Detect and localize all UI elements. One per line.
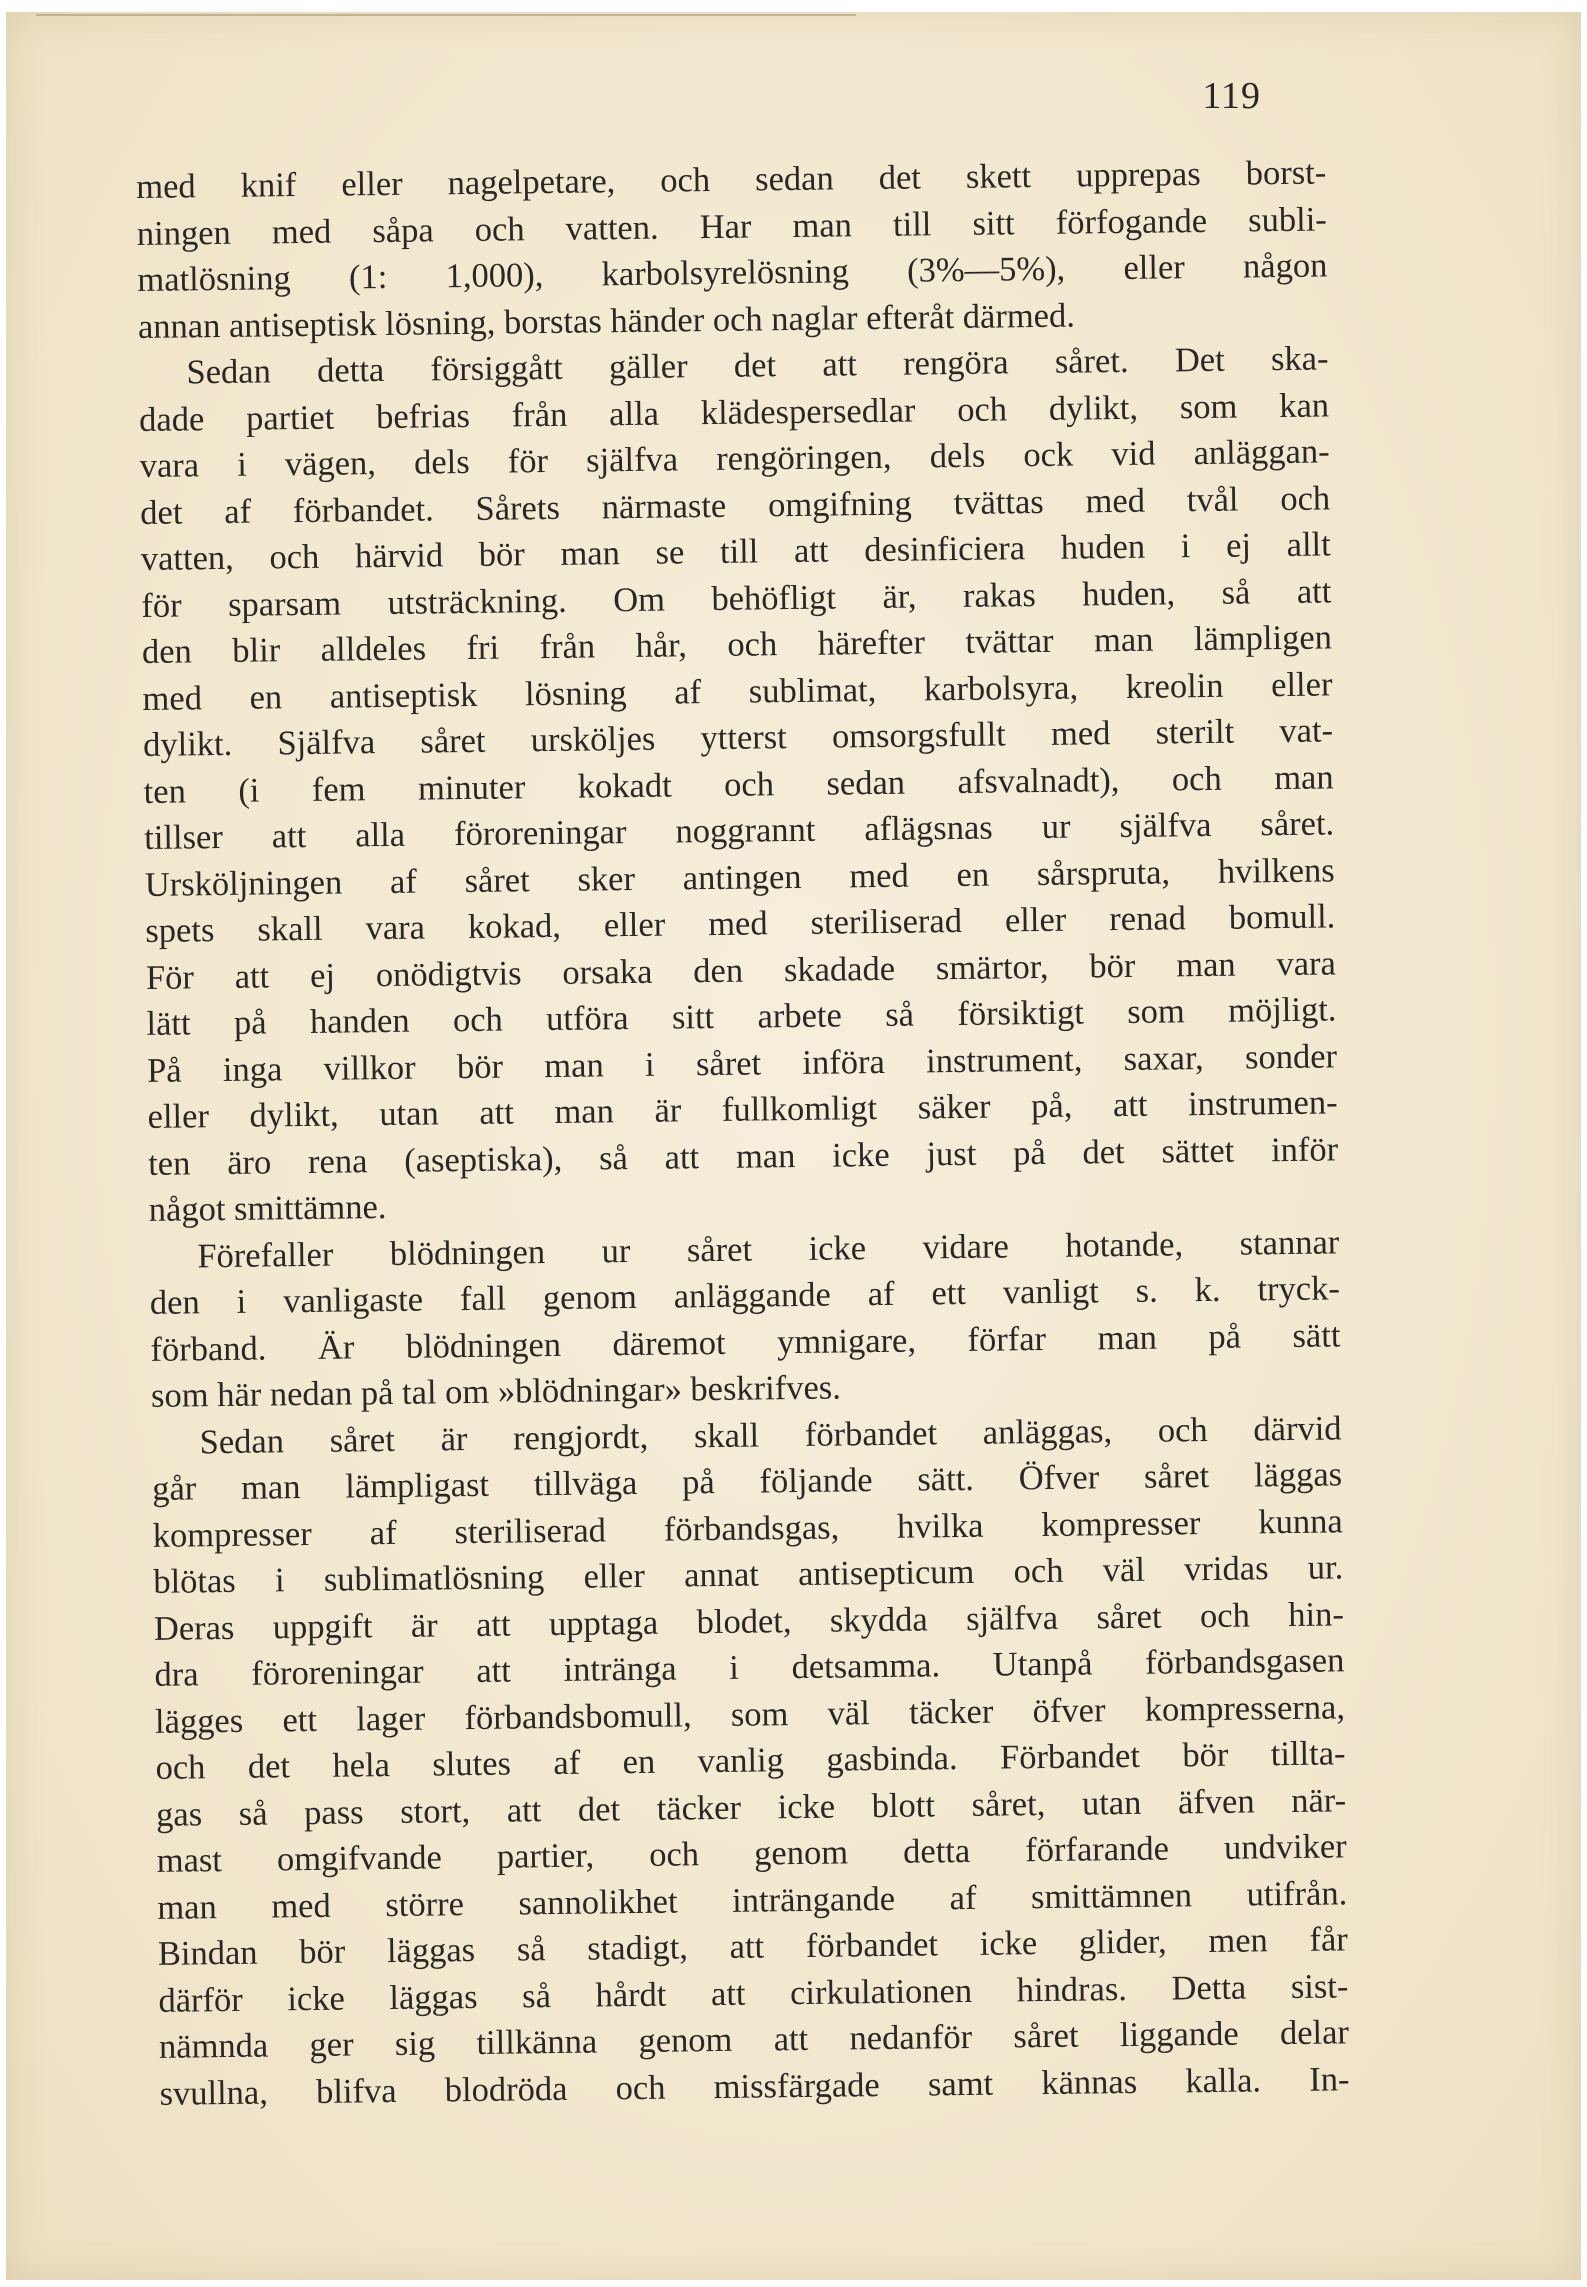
text-line: spets skall vara kokad, eller med steriliserad eller renad bomull. [145, 897, 1336, 950]
text-line: annan antiseptisk lösning, borstas händer och naglar efteråt därmed. [137, 296, 1076, 346]
text-line: Deras uppgift är att upptaga blodet, skydda själfva såret och hin- [153, 1594, 1345, 1648]
text-line: den i vanligaste fall genom anläggande af ett vanligt s. k. tryck- [149, 1269, 1341, 1322]
text-line: kompresser af steriliserad förbandsgas, hvilka kompresser kunna [152, 1501, 1343, 1555]
text-line: man med större sannolikhet inträngande af smittämnen utifrån. [157, 1873, 1348, 1927]
text-line: För att ej onödigtvis orsaka den skadade smärtor, bör man vara [145, 943, 1337, 997]
page-number: 119 [1202, 75, 1261, 117]
text-line: därför icke läggas så hårdt att cirkulationen hindras. Detta sist- [158, 1966, 1349, 2020]
text-line: mast omgifvande partier, och genom detta förfarande undviker [156, 1827, 1347, 1880]
page-edge [36, 14, 856, 16]
body-text [136, 149, 1350, 2116]
text-line: blötas i sublimatlösning eller annat antisepticum och väl vridas ur. [153, 1548, 1344, 1601]
text-line: vara i vägen, dels för själfva rengöringen, dels ock vid anläggan- [139, 432, 1330, 485]
text-line: På inga villkor bör man i såret införa instrument, saxar, sonder [146, 1036, 1338, 1090]
text-line: Bindan bör läggas så stadigt, att förbandet icke glider, men får [157, 1920, 1349, 1973]
text-line: svullna, blifva blodröda och missfärgade samt kännas kalla. In- [159, 2059, 1350, 2113]
text-line: som här nedan på tal om »blödningar» beskrifves. [150, 1368, 842, 1415]
text-line: något smittämne. [148, 1188, 387, 1229]
text-line: ten (i fem minuter kokadt och sedan afsvalnadt), och man [143, 757, 1334, 811]
text-line: Ursköljningen af såret sker antingen med en sårspruta, hvilkens [144, 850, 1335, 904]
text-line: gas så pass stort, att det täcker icke blott såret, utan äfven när- [155, 1780, 1347, 1834]
text-line: med en antiseptisk lösning af sublimat, karbolsyra, kreolin eller [142, 664, 1333, 718]
text-line: för sparsam utsträckning. Om behöfligt är, rakas huden, så att [141, 571, 1332, 625]
text-line: Sedan detta försiggått gäller det att rengöra såret. Det ska- [186, 339, 1329, 392]
text-line: Sedan såret är rengjordt, skall förbandet anläggas, och därvid [199, 1408, 1342, 1461]
text-line: med knif eller nagelpetare, och sedan det skett upprepas borst- [136, 153, 1327, 206]
text-line: nämnda ger sig tillkänna genom att nedanför såret liggande delar [158, 2013, 1350, 2066]
text-line: ningen med såpa och vatten. Har man till sitt förfogande subli- [136, 199, 1327, 253]
text-line: det af förbandet. Sårets närmaste omgifning tvättas med tvål och [140, 478, 1331, 532]
text-line: går man lämpligast tillväga på följande sätt. Öfver såret läggas [151, 1455, 1343, 1508]
text-line: förband. Är blödningen däremot ymnigare, förfar man på sätt [150, 1315, 1341, 1369]
text-line: dra föroreningar att inträngа i detsamma. Utanpå förbandsgasen [154, 1641, 1345, 1694]
text-line: och det hela slutes af en vanlig gasbinda. Förbandet bör tillta- [155, 1734, 1346, 1787]
book-page [6, 12, 1581, 2280]
text-line: tillser att alla föroreningar noggrannt aflägsnas ur själfva såret. [144, 804, 1335, 857]
text-line: den blir alldeles fri från hår, och härefter tvättar man lämpligen [141, 618, 1333, 671]
text-line: ten äro rena (aseptiska), så att man icke just på det sättet inför [147, 1129, 1339, 1183]
text-line: dade partiet befrias från alla klädespersedlar och dylikt, som kan [138, 385, 1330, 439]
text-line: dylikt. Själfva såret ursköljes ytterst omsorgsfullt med sterilt vat- [142, 711, 1334, 764]
text-line: lätt på handen och utföra sitt arbete så försiktigt som möjligt. [146, 990, 1337, 1043]
text-line: vatten, och härvid bör man se till att desinficiera huden i ej allt [140, 525, 1331, 578]
text-line: matlösning (1: 1,000), karbolsyrelösning (3%—5%), eller någon [137, 246, 1328, 299]
text-line: Förefaller blödningen ur såret icke vidare hotande, stannar [197, 1222, 1340, 1275]
text-line: eller dylikt, utan att man är fullkomligt säker på, att instrumen- [147, 1083, 1338, 1136]
text-line: lägges ett lager förbandsbomull, som väl täcker öfver kompresserna, [154, 1687, 1346, 1741]
